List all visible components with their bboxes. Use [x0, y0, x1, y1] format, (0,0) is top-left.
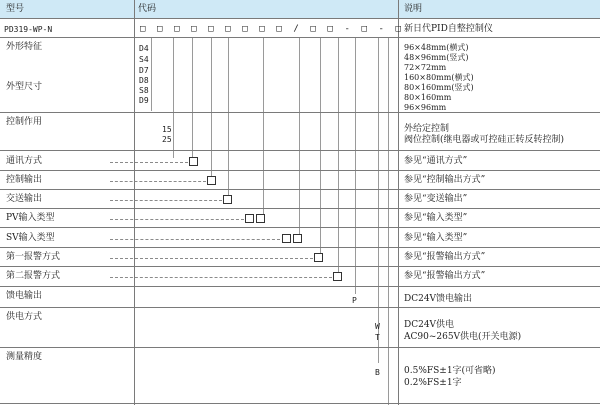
leader-line: [110, 277, 332, 278]
control-desc: 阀位控制(继电器或可控硅正转反转控制): [404, 135, 565, 145]
code-box: [293, 234, 302, 243]
row-label: SV输入类型: [6, 233, 55, 243]
guide-line: [228, 38, 229, 198]
header-model: 型号: [6, 4, 25, 14]
row-rule: [0, 286, 600, 287]
code-box: [207, 176, 216, 185]
row-desc: 参见“变送输出”: [404, 194, 468, 204]
guide-line: [355, 38, 356, 294]
code-box: [314, 253, 323, 262]
row-rule: [0, 347, 600, 348]
row-desc: 参见“报警输出方式”: [404, 271, 486, 281]
size-desc: 96×96mm: [404, 103, 447, 112]
row-rule: [0, 307, 600, 308]
row-rule: [0, 189, 600, 190]
size-code: D4: [139, 44, 149, 53]
size-desc: 80×160mm(竖式): [404, 83, 474, 92]
row-desc: 参见“控制输出方式”: [404, 175, 486, 185]
row-desc: 参见“通讯方式”: [404, 156, 468, 166]
row-code: B: [375, 368, 380, 377]
row-rule: [0, 266, 600, 267]
size-desc: 160×80mm(横式): [404, 73, 474, 82]
row-label: 控制作用: [6, 117, 43, 127]
row-rule: [0, 170, 600, 171]
row-rule: [0, 247, 600, 248]
row-rule: [0, 208, 600, 209]
row-label: PV输入类型: [6, 213, 55, 223]
guide-line: [151, 38, 152, 111]
header-bottom-rule: [0, 18, 600, 19]
size-desc: 80×160mm: [404, 93, 452, 102]
control-desc: 外给定控制: [404, 124, 450, 134]
row-label: 第二报警方式: [6, 271, 61, 281]
row-rule: [0, 150, 600, 151]
guide-line: [263, 38, 264, 218]
col-divider-model: [134, 0, 135, 405]
leader-line: [110, 219, 244, 220]
size-desc: 72×72mm: [404, 63, 447, 72]
row-label: 控制输出: [6, 175, 43, 185]
row-label: 测量精度: [6, 352, 43, 362]
row-rule: [0, 227, 600, 228]
guide-line: [320, 38, 321, 256]
code-box: [189, 157, 198, 166]
model-name: PD319-WP-N: [4, 25, 53, 34]
header-desc: 说明: [404, 4, 423, 14]
control-code: 25: [162, 135, 172, 144]
leader-line: [110, 239, 280, 240]
model-code-pattern: □ □ □ □ □ □ □ □ □ / □ □ - □ - □: [140, 24, 405, 34]
guide-line: [338, 38, 339, 276]
size-code: S8: [139, 86, 149, 95]
row-rule: [0, 37, 600, 38]
code-box: [256, 214, 265, 223]
control-code: 15: [162, 125, 172, 134]
code-box: [223, 195, 232, 204]
row-rule: [0, 112, 600, 113]
row-code: T: [375, 333, 380, 342]
row-desc: DC24V馈电输出: [404, 294, 473, 304]
row-label: 交送输出: [6, 194, 43, 204]
row-desc: 参见“输入类型”: [404, 213, 468, 223]
size-code: D9: [139, 96, 149, 105]
code-box: [282, 234, 291, 243]
row-desc: 参见“报警输出方式”: [404, 252, 486, 262]
row-label: 通讯方式: [6, 156, 43, 166]
guide-line: [173, 38, 174, 158]
row-label: 供电方式: [6, 312, 43, 322]
row-label: 外型尺寸: [6, 82, 43, 92]
size-desc: 48×96mm(竖式): [404, 53, 469, 62]
size-code: D8: [139, 76, 149, 85]
table-bottom-rule: [0, 403, 600, 404]
size-desc: 96×48mm(横式): [404, 43, 469, 52]
row-label: 馈电输出: [6, 291, 43, 301]
model-desc: 新日代PID自整控制仪: [404, 24, 493, 34]
guide-line: [211, 38, 212, 178]
code-box: [245, 214, 254, 223]
row-label: 第一报警方式: [6, 252, 61, 262]
row-desc: 0.2%FS±1字: [404, 378, 462, 388]
row-desc: AC90~265V供电(开关电源): [404, 332, 522, 342]
leader-line: [110, 200, 222, 201]
row-desc: 0.5%FS±1字(可省略): [404, 366, 496, 376]
guide-line: [388, 38, 389, 405]
row-desc: DC24V供电: [404, 320, 455, 330]
leader-line: [110, 162, 188, 163]
row-desc: 参见“输入类型”: [404, 233, 468, 243]
size-code: D7: [139, 66, 149, 75]
leader-line: [110, 258, 313, 259]
guide-line: [192, 38, 193, 158]
col-divider-desc: [398, 0, 399, 405]
header-code: 代码: [138, 4, 157, 14]
row-label: 外形特征: [6, 42, 43, 52]
row-code: P: [352, 296, 357, 305]
leader-line: [110, 181, 206, 182]
header-band: [0, 0, 600, 18]
row-code: W: [375, 322, 380, 331]
guide-line: [378, 38, 379, 363]
size-code: S4: [139, 55, 149, 64]
code-box: [333, 272, 342, 281]
